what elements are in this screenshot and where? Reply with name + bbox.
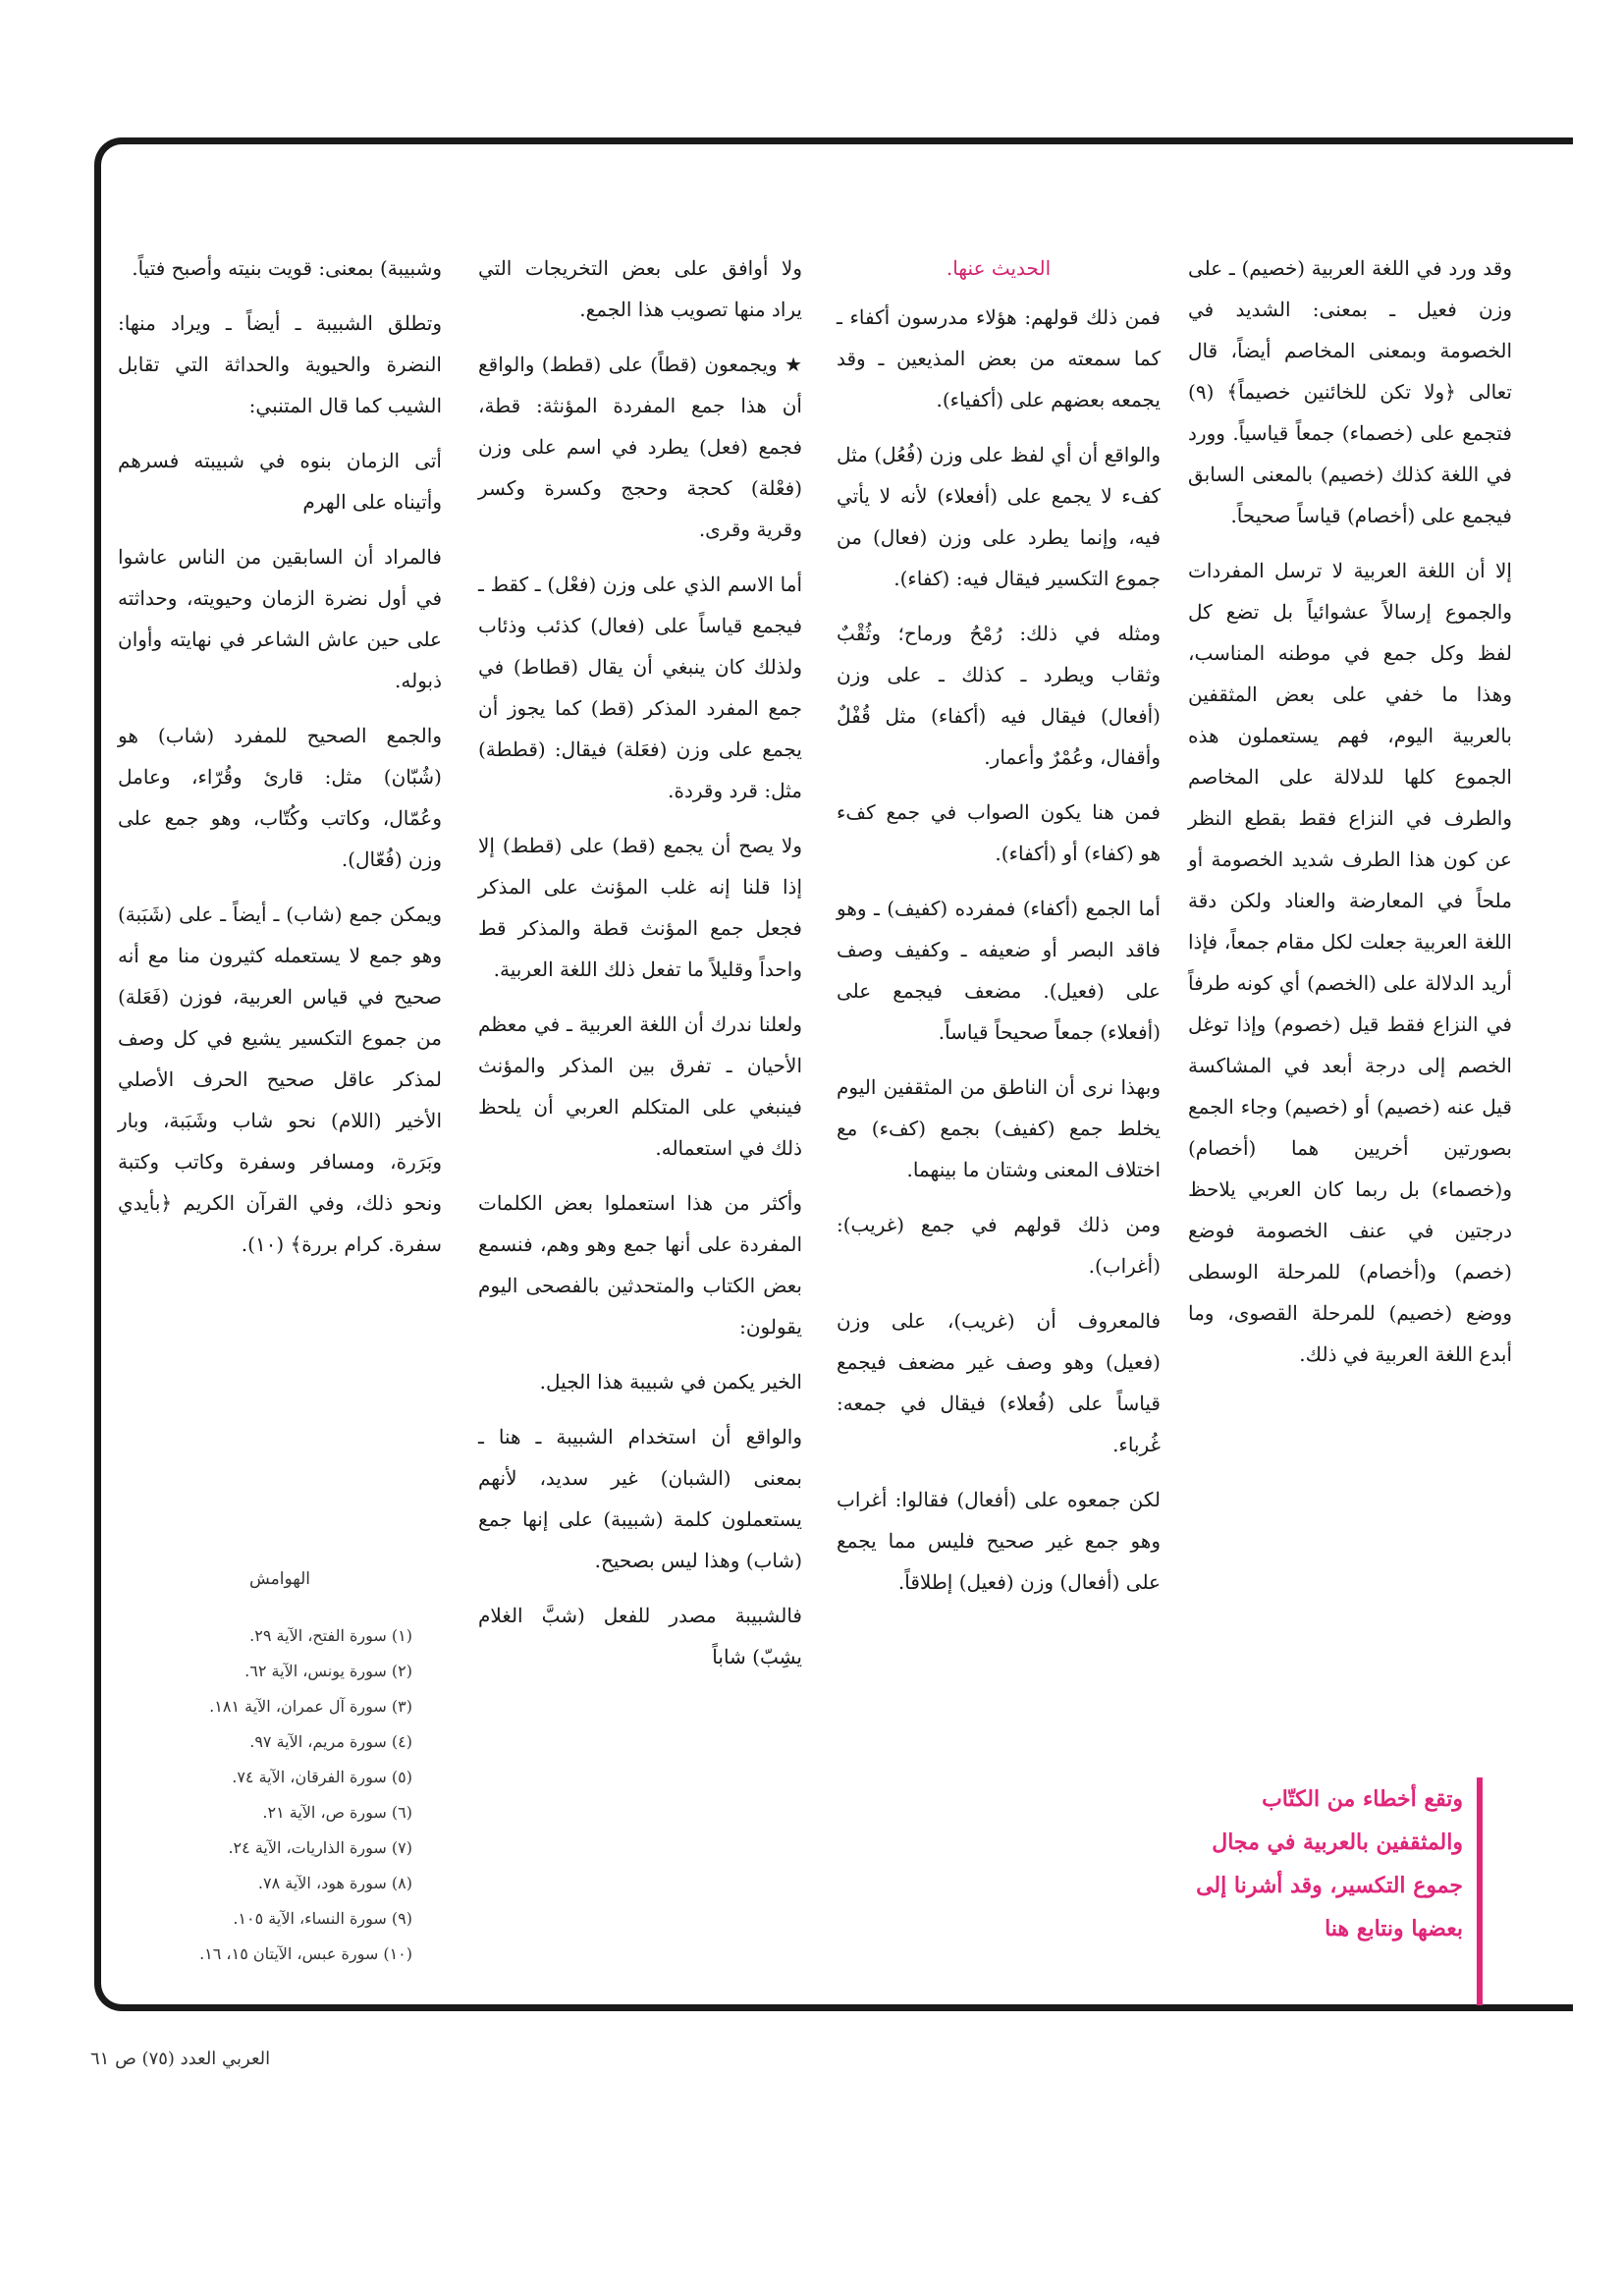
footnote: (٩) سورة النساء، الآية ١٠٥. bbox=[233, 1909, 412, 1928]
paragraph: وأكثر من هذا استعملوا بعض الكلمات المفردة على أنها جمع وهو وهم، فنسمع بعض الكتاب والمتحدثين بالفصحى اليوم يقولون: bbox=[478, 1191, 802, 1339]
pull-quote: وتقع أخطاء من الكتّاب والمثقفين بالعربية في مجال جموع التكسير، وقد أشرنا إلى بعضها ونتابع هنا bbox=[1188, 1777, 1483, 2005]
footnote: (٨) سورة هود، الآية ٧٨. bbox=[257, 1874, 412, 1892]
paragraph: ولا يصح أن يجمع (قط) على (قطط) إلا إذا قلنا إنه غلب المؤنث على المذكر فجعل جمع المؤنث قطة والمذكر قط واحداً وقليلاً ما تفعل ذلك اللغة العربية. bbox=[478, 834, 802, 981]
paragraph: فالشبيبة مصدر للفعل (شبَّ الغلام يشِبّ) شاباً bbox=[478, 1604, 802, 1668]
paragraph: الخير يكمن في شبيبة هذا الجيل. bbox=[539, 1370, 802, 1394]
paragraph: وتطلق الشبيبة ـ أيضاً ـ ويراد منها: النضرة والحيوية والحداثة التي تقابل الشيب كما قال المتنبي: bbox=[118, 311, 442, 417]
verse: أتى الزمان بنوه في شبيبته فسرهم وأتيناه على الهرم bbox=[118, 449, 442, 514]
footnotes-title: الهوامش bbox=[248, 1569, 311, 1589]
paragraph: ولا أوافق على بعض التخريجات التي يراد منها تصويب هذا الجمع. bbox=[478, 256, 802, 321]
column-2 bbox=[837, 247, 1161, 1616]
paragraph: إلا أن اللغة العربية لا ترسل المفردات والجموع إرسالاً عشوائياً بل تضع كل لفظ وكل جمع في موطنه المناسب، وهذا ما خفي على بعض المثقفين بالعربية اليوم، فهم يستعملون هذه الجموع كلها للدلالة على المخاصم والطرف في النزاع فقط بقطع النظر عن كون هذا الطرف شديد الخصومة أو ملحاً في المعارضة والعناد ولكن دقة اللغة العربية جعلت لكل مقام جمعاً، فإذا أريد الدلالة على (الخصم) أي كونه طرفاً في النزاع فقط قيل (خصوم) وإذا توغل الخصم إلى درجة أبعد في المشاكسة قيل عنه (خصيم) أو (خصيم) وجاء الجمع بصورتين أخريين هما (أخصام) و(خصماء) بل ربما كان العربي يلاحظ درجتين في عنف الخصومة فوضع (خصم) و(أخصام) للمرحلة الوسطى ووضع (خصيم) للمرحلة القصوى، وما أبدع اللغة العربية في ذلك. bbox=[1188, 559, 1512, 1366]
paragraph: فمن هنا يكون الصواب في جمع كفء هو (كفاء) أو (أكفاء). bbox=[837, 800, 1161, 865]
paragraph: وشبيبة) بمعنى: قويت بنيته وأصبح فتياً. bbox=[132, 256, 442, 280]
paragraph: ولعلنا ندرك أن اللغة العربية ـ في معظم الأحيان ـ تفرق بين المذكر والمؤنث فينبغي على المتكلم العربي أن يلحظ ذلك في استعماله. bbox=[478, 1012, 802, 1160]
footnote: (١٠) سورة عبس، الآيتان ١٥، ١٦. bbox=[199, 1944, 412, 1963]
footnote: (٣) سورة آل عمران، الآية ١٨١. bbox=[209, 1697, 412, 1716]
column-1 bbox=[1188, 247, 1512, 1389]
column-heading: الحديث عنها. bbox=[946, 256, 1052, 280]
footnote: (٦) سورة ص، الآية ٢١. bbox=[262, 1803, 412, 1822]
paragraph: فمن ذلك قولهم: هؤلاء مدرسون أكفاء ـ كما سمعته من بعض المذيعين ـ وقد يجمعه بعضهم على (أكفياء). bbox=[837, 305, 1161, 411]
paragraph: أما الاسم الذي على وزن (فعْل) ـ كقط ـ فيجمع قياساً على (فعال) كذئب وذئاب ولذلك كان ينبغي أن يقال (قطاط) في جمع المفرد المذكر (قط) كما يجوز أن يجمع على وزن (فعَلة) فيقال: (قططة) مثل: قرد وقردة. bbox=[478, 573, 802, 802]
paragraph: ومثله في ذلك: رُمْحُ ورماح؛ وثُقْبٌ وثقاب ويطرد ـ كذلك ـ على وزن (أفعال) فيقال فيه (أكفاء) مثل قُفْلٌ وأقفال، وعُمْرٌ وأعمار. bbox=[837, 622, 1161, 769]
paragraph: وقد ورد في اللغة العربية (خصيم) ـ على وزن فعيل ـ بمعنى: الشديد في الخصومة وبمعنى المخاصم أيضاً، قال تعالى ﴿ولا تكن للخائنين خصيماً﴾ (٩) فتجمع على (خصماء) جمعاً قياسياً. وورد في اللغة كذلك (خصيم) بالمعنى السابق فيجمع على (أخصام) قياساً صحيحاً. bbox=[1188, 256, 1512, 527]
paragraph: ★ ويجمعون (قطاً) على (قطط) والواقع أن هذا جمع المفردة المؤنثة: قطة، فجمع (فعل) يطرد في اسم على وزن (فعْلة) كحجة وحجج وكسرة وكسر وقرية وقرى. bbox=[478, 353, 802, 541]
paragraph: لكن جمعوه على (أفعال) فقالوا: أغراب وهو جمع غير صحيح فليس مما يجمع على (أفعال) وزن (فعيل) إطلاقاً. bbox=[837, 1488, 1161, 1594]
paragraph: والجمع الصحيح للمفرد (شاب) هو (شُبّان) مثل: قارئ وقُرّاء، وعامل وعُمّال، وكاتب وكُتّاب، وهو جمع على وزن (فُعّال). bbox=[118, 724, 442, 871]
column-3 bbox=[478, 247, 802, 1691]
footnote: (١) سورة الفتح، الآية ٢٩. bbox=[249, 1626, 412, 1645]
footnotes-list bbox=[118, 1618, 412, 1972]
footnote: (٧) سورة الذاريات، الآية ٢٤. bbox=[228, 1838, 412, 1857]
paragraph: ويمكن جمع (شاب) ـ أيضاً ـ على (شَبَبة) وهو جمع لا يستعمله كثيرون منا مع أنه صحيح في قياس العربية، فوزن (فَعَلة) من جموع التكسير يشيع في كل وصف لمذكر عاقل صحيح الحرف الأصلي الأخير (اللام) نحو شاب وشَبَبة، وبار وبَرَرة، ومسافر وسفرة وكاتب وكتبة ونحو ذلك، وفي القرآن الكريم ﴿بأيدي سفرة. كرام بررة﴾ (١٠). bbox=[118, 902, 442, 1256]
paragraph: فالمعروف أن (غريب)، على وزن (فعيل) وهو وصف غير مضعف فيجمع قياساً على (فُعلاء) فيقال في جمعه: غُرباء. bbox=[837, 1309, 1161, 1456]
footnote: (٢) سورة يونس، الآية ٦٢. bbox=[244, 1662, 412, 1680]
column-4 bbox=[118, 247, 442, 1279]
paragraph: فالمراد أن السابقين من الناس عاشوا في أول نضرة الزمان وحيويته، وحداثته على حين عاش الشاعر في نهايته وأوان ذبوله. bbox=[118, 545, 442, 692]
paragraph: وبهذا نرى أن الناطق من المثقفين اليوم يخلط جمع (كفيف) بجمع (كفء) مع اختلاف المعنى وشتان ما بينهما. bbox=[837, 1075, 1161, 1181]
footnote: (٥) سورة الفرقان، الآية ٧٤. bbox=[232, 1768, 412, 1786]
paragraph: ومن ذلك قولهم في جمع (غريب): (أغراب). bbox=[837, 1213, 1161, 1278]
paragraph: والواقع أن أي لفظ على وزن (فُعُل) مثل كفء لا يجمع على (أفعلاء) لأنه لا يأتي فيه، وإنما يطرد على وزن (فعال) من جموع التكسير فيقال فيه: (كفاء). bbox=[837, 443, 1161, 590]
page-folio: العربي العدد (٧٥) ص ٦١ bbox=[90, 2049, 271, 2069]
paragraph: والواقع أن استخدام الشبيبة ـ هنا ـ بمعنى (الشبان) غير سديد، لأنهم يستعملون كلمة (شبيبة) على إنها جمع (شاب) وهذا ليس بصحيح. bbox=[478, 1425, 802, 1572]
paragraph: أما الجمع (أكفاء) فمفرده (كفيف) ـ وهو فاقد البصر أو ضعيفه ـ وكفيف وصف على (فعيل). مضعف فيجمع على (أفعلاء) جمعاً صحيحاً قياساً. bbox=[837, 897, 1161, 1044]
footnote: (٤) سورة مريم، الآية ٩٧. bbox=[249, 1732, 412, 1751]
